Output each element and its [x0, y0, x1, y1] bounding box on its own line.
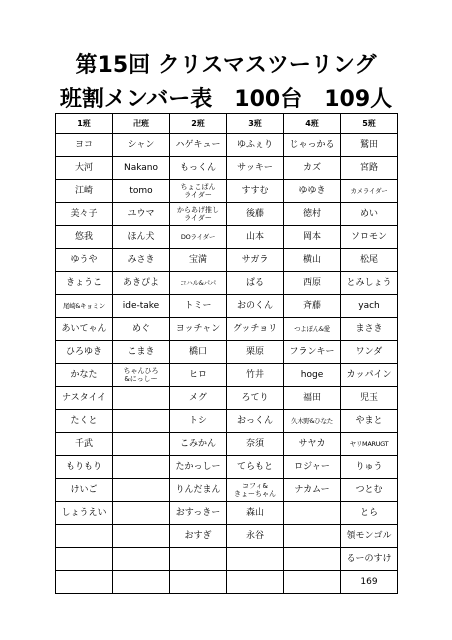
member-cell: かなた: [56, 364, 113, 387]
member-cell: 尾崎&キョミン: [56, 295, 113, 318]
column-header: 4班: [284, 114, 341, 134]
member-cell: こまき: [113, 341, 170, 364]
table-row: [56, 571, 398, 594]
member-cell: 久木野&ひなた: [284, 410, 341, 433]
member-cell: まさき: [341, 318, 398, 341]
table-row: [56, 226, 398, 249]
member-cell: ソロモン: [341, 226, 398, 249]
member-cell: tomo: [113, 180, 170, 203]
member-cell: 徳村: [284, 203, 341, 226]
member-cell: [284, 525, 341, 548]
member-cell: じゃっかる: [284, 134, 341, 157]
member-cell: ナカムー: [284, 479, 341, 502]
member-cell: ユウマ: [113, 203, 170, 226]
member-cell: 斉藤: [284, 295, 341, 318]
member-cell: [113, 571, 170, 594]
member-cell: [227, 548, 284, 571]
member-cell: コフィ& きょーちゃん: [227, 479, 284, 502]
member-cell: すすむ: [227, 180, 284, 203]
table-row: [56, 134, 398, 157]
member-cell: トミー: [170, 295, 227, 318]
member-cell: とみしょう: [341, 272, 398, 295]
member-cell: 宝満: [170, 249, 227, 272]
member-cell: コハル&パパ: [170, 272, 227, 295]
member-cell: つよぽん&愛: [284, 318, 341, 341]
member-cell: おっくん: [227, 410, 284, 433]
member-cell: 松尾: [341, 249, 398, 272]
column-header: 3班: [227, 114, 284, 134]
table-row: [56, 318, 398, 341]
column-header: 卍班: [113, 114, 170, 134]
member-cell: 奈須: [227, 433, 284, 456]
table-header-row: [56, 114, 398, 134]
member-cell: [113, 387, 170, 410]
member-cell: ゆゆき: [284, 180, 341, 203]
table-row: [56, 157, 398, 180]
column-header: 5班: [341, 114, 398, 134]
table-row: [56, 525, 398, 548]
table-row: [56, 364, 398, 387]
member-cell: ひろゆき: [56, 341, 113, 364]
table-row: [56, 180, 398, 203]
member-cell: DOライダー: [170, 226, 227, 249]
member-cell: グッチョリ: [227, 318, 284, 341]
member-cell: こみかん: [170, 433, 227, 456]
member-cell: ヒロ: [170, 364, 227, 387]
member-cell: [284, 502, 341, 525]
member-cell: りゅう: [341, 456, 398, 479]
member-cell: 鷲田: [341, 134, 398, 157]
table-row: [56, 295, 398, 318]
member-cell: おすっきー: [170, 502, 227, 525]
member-cell: [170, 548, 227, 571]
table-row: [56, 272, 398, 295]
member-cell: サヤカ: [284, 433, 341, 456]
member-cell: ヤリMARUGT: [341, 433, 398, 456]
member-cell: サガラ: [227, 249, 284, 272]
member-cell: ナスタイイ: [56, 387, 113, 410]
member-cell: フランキー: [284, 341, 341, 364]
member-cell: 美々子: [56, 203, 113, 226]
group-roster-table: [55, 113, 398, 594]
member-cell: りんだまん: [170, 479, 227, 502]
member-cell: カッパイン: [341, 364, 398, 387]
member-cell: 竹井: [227, 364, 284, 387]
member-cell: ちょこぱん ライダー: [170, 180, 227, 203]
member-cell: 大河: [56, 157, 113, 180]
member-cell: 悠我: [56, 226, 113, 249]
member-cell: サッキー: [227, 157, 284, 180]
member-cell: きょうこ: [56, 272, 113, 295]
member-cell: [113, 479, 170, 502]
member-cell: [113, 410, 170, 433]
member-cell: [113, 525, 170, 548]
member-cell: [113, 433, 170, 456]
member-cell: ゆふぇり: [227, 134, 284, 157]
member-cell: 千武: [56, 433, 113, 456]
table-row: [56, 548, 398, 571]
member-cell: あいてゃん: [56, 318, 113, 341]
column-header: 2班: [170, 114, 227, 134]
member-cell: 横山: [284, 249, 341, 272]
table-row: [56, 341, 398, 364]
column-header: 1班: [56, 114, 113, 134]
member-cell: カズ: [284, 157, 341, 180]
member-cell: トシ: [170, 410, 227, 433]
member-cell: めぐ: [113, 318, 170, 341]
member-cell: おのくん: [227, 295, 284, 318]
member-cell: しょうえい: [56, 502, 113, 525]
member-cell: [284, 548, 341, 571]
table-row: [56, 410, 398, 433]
member-cell: やまと: [341, 410, 398, 433]
member-cell: るーのすけ: [341, 548, 398, 571]
member-cell: [170, 571, 227, 594]
member-cell: ぱる: [227, 272, 284, 295]
member-cell: 森山: [227, 502, 284, 525]
member-cell: 169: [341, 571, 398, 594]
table-row: [56, 433, 398, 456]
member-cell: ゆうや: [56, 249, 113, 272]
member-cell: 永谷: [227, 525, 284, 548]
table-row: [56, 249, 398, 272]
roster-subtitle: 班割メンバー表 100台 109人: [59, 87, 393, 112]
member-cell: けいご: [56, 479, 113, 502]
member-cell: [227, 571, 284, 594]
member-cell: [56, 548, 113, 571]
member-cell: ヨッチャン: [170, 318, 227, 341]
roster-title: 第15回 クリスマスツーリング: [75, 53, 377, 78]
table-row: [56, 479, 398, 502]
member-cell: [284, 571, 341, 594]
member-cell: あきぴよ: [113, 272, 170, 295]
member-cell: 福田: [284, 387, 341, 410]
member-cell: めい: [341, 203, 398, 226]
member-cell: Nakano: [113, 157, 170, 180]
member-cell: たかっしー: [170, 456, 227, 479]
member-cell: ハゲキュー: [170, 134, 227, 157]
member-cell: 児玉: [341, 387, 398, 410]
member-cell: ちゃんひろ &にっしー: [113, 364, 170, 387]
member-cell: ワンダ: [341, 341, 398, 364]
member-cell: 後藤: [227, 203, 284, 226]
member-cell: つとむ: [341, 479, 398, 502]
member-cell: たくと: [56, 410, 113, 433]
member-cell: ろてり: [227, 387, 284, 410]
member-cell: 橋口: [170, 341, 227, 364]
member-cell: もっくん: [170, 157, 227, 180]
member-cell: 江崎: [56, 180, 113, 203]
member-cell: [113, 548, 170, 571]
member-cell: [113, 456, 170, 479]
member-cell: シャン: [113, 134, 170, 157]
member-cell: カメライダー: [341, 180, 398, 203]
member-cell: 岡本: [284, 226, 341, 249]
member-cell: からあげ推し ライダー: [170, 203, 227, 226]
table-row: [56, 203, 398, 226]
table-row: [56, 502, 398, 525]
table-row: [56, 387, 398, 410]
member-cell: ide-take: [113, 295, 170, 318]
member-cell: [113, 502, 170, 525]
member-cell: メグ: [170, 387, 227, 410]
member-cell: おすぎ: [170, 525, 227, 548]
member-cell: 西原: [284, 272, 341, 295]
member-cell: ロジャー: [284, 456, 341, 479]
member-cell: 栗原: [227, 341, 284, 364]
member-cell: ほん犬: [113, 226, 170, 249]
member-cell: とら: [341, 502, 398, 525]
member-cell: 山本: [227, 226, 284, 249]
member-cell: もりもり: [56, 456, 113, 479]
member-cell: 宮路: [341, 157, 398, 180]
member-cell: [56, 571, 113, 594]
member-cell: 領モンゴル: [341, 525, 398, 548]
member-cell: てらもと: [227, 456, 284, 479]
table-row: [56, 456, 398, 479]
member-cell: ヨコ: [56, 134, 113, 157]
member-cell: [56, 525, 113, 548]
member-cell: yach: [341, 295, 398, 318]
member-cell: みさき: [113, 249, 170, 272]
member-cell: hoge: [284, 364, 341, 387]
